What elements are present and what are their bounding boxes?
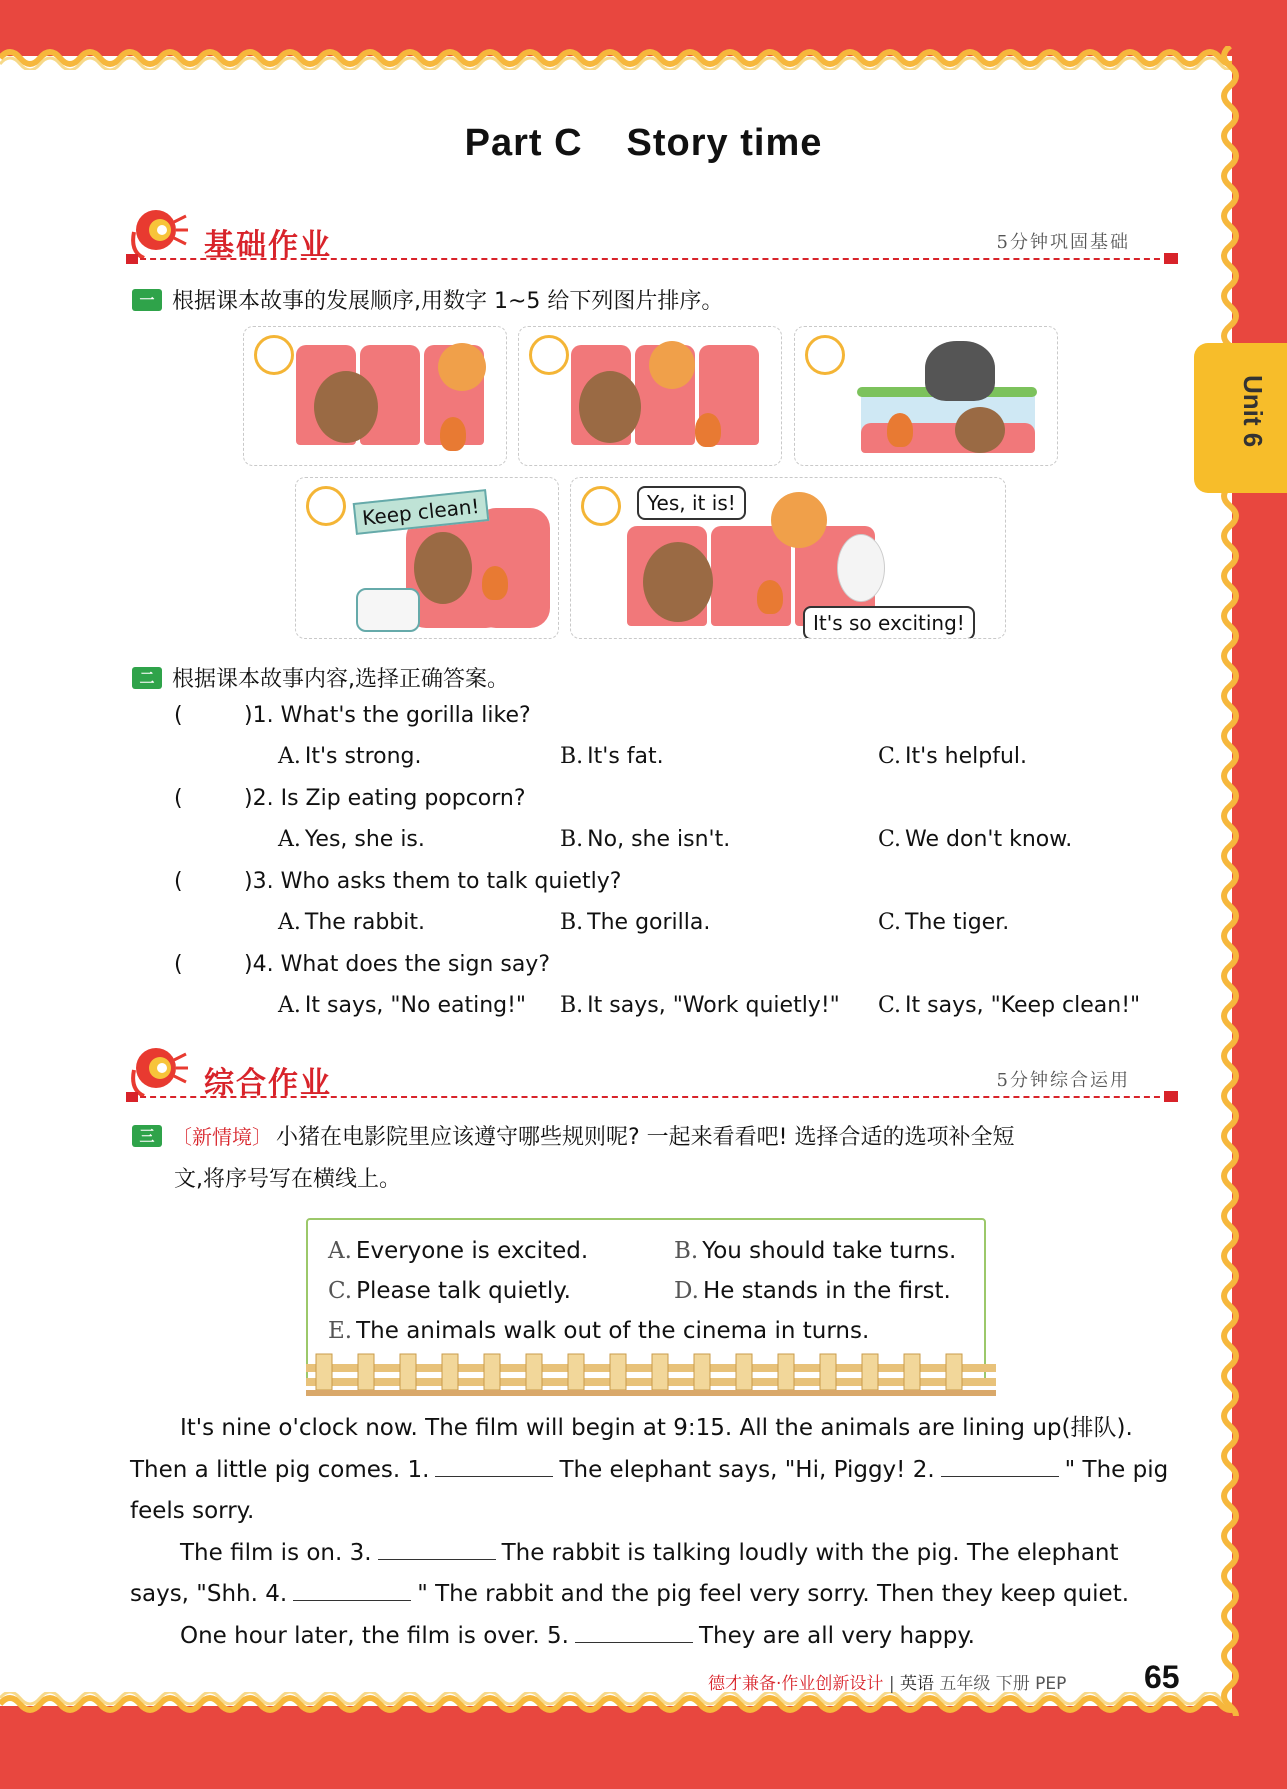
order-answer-circle[interactable] (306, 486, 346, 526)
story-picture-1 (243, 326, 507, 466)
section-basic-sub: 5分钟巩固基础 (996, 232, 1130, 253)
question-number: )2. (244, 786, 274, 811)
footer-grade: 五年级 下册 PEP (939, 1674, 1067, 1694)
option-a[interactable]: A. It's strong. (278, 744, 422, 769)
speech-bubble-exciting: It's so exciting! (803, 606, 975, 639)
section-divider (130, 1096, 1170, 1098)
wave-border-top (0, 46, 1232, 70)
title-name: Story time (626, 122, 823, 164)
passage-line-6: One hour later, the film is over. 5. They are all very happy. (130, 1616, 1170, 1658)
footer-subject: 英语 (899, 1674, 934, 1694)
megaphone-icon (130, 206, 188, 262)
question-number: )3. (244, 869, 274, 894)
story-picture-5 (570, 477, 1006, 639)
passage-line-1: It's nine o'clock now. The film will begin at 9:15. All the animals are lining up(排队). (180, 1415, 1133, 1441)
order-answer-circle[interactable] (805, 335, 845, 375)
divider-end-left (126, 1092, 138, 1102)
keep-clean-sign: Keep clean! (353, 489, 489, 535)
option-box-d: D. He stands in the first. (674, 1278, 951, 1304)
question-3-instruction-line2: 文,将序号写在横线上。 (174, 1167, 401, 1192)
section-basic-header (130, 206, 1170, 266)
question-badge: 二 (132, 667, 162, 689)
story-picture-4 (295, 477, 559, 639)
question-3-heading (132, 1120, 1015, 1151)
page-title (0, 122, 1287, 165)
question-badge: 三 (132, 1125, 162, 1147)
passage-line-2: Then a little pig comes. 1. The elephant says, "Hi, Piggy! 2. " The pig (130, 1450, 1170, 1492)
blank-3[interactable] (378, 1537, 496, 1560)
divider-end-left (126, 254, 138, 264)
title-part: Part C (464, 122, 583, 164)
section-basic-label: 基础作业 (204, 228, 332, 263)
option-c[interactable]: C. The tiger. (878, 910, 1010, 935)
passage-line-3: feels sorry. (130, 1498, 255, 1524)
section-divider (130, 258, 1170, 260)
footer-separator: | (888, 1674, 895, 1694)
megaphone-icon (130, 1044, 188, 1100)
fence-decoration (306, 1352, 996, 1396)
option-c[interactable]: C. It says, "Keep clean!" (878, 993, 1141, 1018)
speech-bubble-yes: Yes, it is! (637, 486, 746, 520)
question-number: )4. (244, 952, 274, 977)
option-b[interactable]: B. No, she isn't. (560, 827, 731, 852)
mc-question-1 (174, 703, 531, 728)
answer-paren[interactable]: ( (174, 786, 183, 811)
footer-brand: 德才兼备·作业创新设计 (708, 1674, 884, 1694)
option-box-c: C. Please talk quietly. (328, 1278, 571, 1304)
question-2-instruction: 根据课本故事内容,选择正确答案。 (172, 667, 509, 692)
answer-paren[interactable]: ( (174, 952, 183, 977)
section-comprehensive-label: 综合作业 (204, 1066, 332, 1101)
divider-end-right (1164, 253, 1178, 264)
question-badge: 一 (132, 289, 162, 311)
answer-paren[interactable]: ( (174, 869, 183, 894)
question-text: What does the sign say? (280, 952, 551, 977)
blank-5[interactable] (575, 1620, 693, 1643)
question-text: Who asks them to talk quietly? (280, 869, 622, 894)
passage (130, 1408, 1170, 1657)
question-2-heading (132, 662, 509, 693)
mc-question-3 (174, 869, 621, 894)
unit-tab (1194, 343, 1287, 493)
option-box-e: E. The animals walk out of the cinema in turns. (328, 1318, 870, 1344)
option-c[interactable]: C. It's helpful. (878, 744, 1028, 769)
blank-2[interactable] (941, 1454, 1059, 1477)
option-box-b: B. You should take turns. (674, 1238, 957, 1264)
question-1-instruction: 根据课本故事的发展顺序,用数字 1~5 给下列图片排序。 (172, 289, 724, 314)
page-number: 65 (1144, 1659, 1180, 1695)
option-a[interactable]: A. It says, "No eating!" (278, 993, 527, 1018)
option-b[interactable]: B. The gorilla. (560, 910, 711, 935)
story-picture-2 (518, 326, 782, 466)
story-picture-3 (794, 326, 1058, 466)
section-comprehensive-header (130, 1044, 1170, 1104)
mc-question-2 (174, 786, 526, 811)
question-text: What's the gorilla like? (280, 703, 531, 728)
blank-4[interactable] (293, 1578, 411, 1601)
new-context-tag: 〔新情境〕 (172, 1125, 272, 1149)
order-answer-circle[interactable] (581, 486, 621, 526)
passage-line-5: says, "Shh. 4. " The rabbit and the pig feel very sorry. Then they keep quiet. (130, 1574, 1170, 1616)
option-a[interactable]: A. Yes, she is. (278, 827, 425, 852)
question-text: Is Zip eating popcorn? (280, 786, 526, 811)
option-c[interactable]: C. We don't know. (878, 827, 1073, 852)
order-answer-circle[interactable] (529, 335, 569, 375)
passage-line-4: The film is on. 3. The rabbit is talking loudly with the pig. The elephant (130, 1533, 1170, 1575)
option-box-a: A. Everyone is excited. (328, 1238, 589, 1264)
order-answer-circle[interactable] (254, 335, 294, 375)
option-a[interactable]: A. The rabbit. (278, 910, 425, 935)
section-comprehensive-sub: 5分钟综合运用 (996, 1070, 1130, 1091)
wave-border-right (1218, 46, 1242, 1716)
divider-end-right (1164, 1091, 1178, 1102)
page-footer (708, 1659, 1180, 1695)
question-1-heading (132, 284, 723, 315)
question-number: )1. (244, 703, 274, 728)
option-b[interactable]: B. It says, "Work quietly!" (560, 993, 840, 1018)
mc-question-4 (174, 952, 550, 977)
unit-tab-label: Unit 6 (1238, 375, 1268, 448)
blank-1[interactable] (435, 1454, 553, 1477)
answer-paren[interactable]: ( (174, 703, 183, 728)
option-b[interactable]: B. It's fat. (560, 744, 664, 769)
wave-border-bottom (0, 1692, 1232, 1716)
question-3-instruction-line1: 小猪在电影院里应该遵守哪些规则呢? 一起来看看吧! 选择合适的选项补全短 (276, 1125, 1015, 1150)
